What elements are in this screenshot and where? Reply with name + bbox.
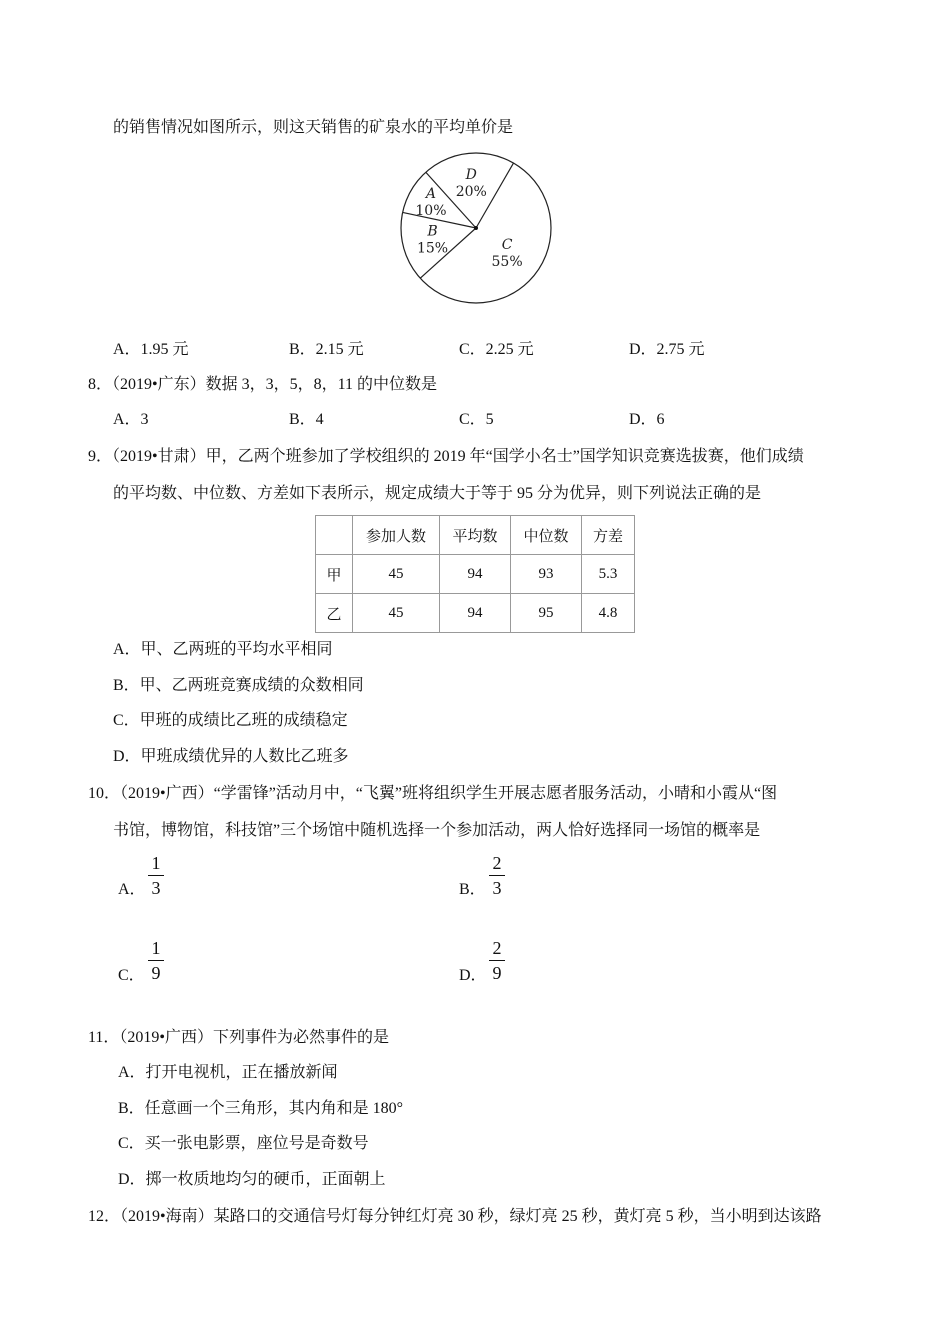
pie-slice-percent-label: 15%: [416, 240, 449, 257]
q8-option-b[interactable]: B．4: [289, 411, 324, 428]
fraction-numerator: 2: [492, 938, 502, 958]
pie-slice-category-label: D: [465, 167, 477, 184]
table-cell: 95: [511, 594, 582, 633]
q9-option-c[interactable]: C．甲班的成绩比乙班的成绩稳定: [113, 712, 348, 729]
pie-center-dot: [474, 226, 478, 230]
pie-slice-category-label: A: [425, 186, 437, 202]
q9-option-a[interactable]: A．甲、乙两班的平均水平相同: [113, 641, 333, 658]
fraction: [148, 852, 164, 899]
q8-option-c[interactable]: C．5: [459, 411, 494, 428]
option-letter: C．: [118, 967, 145, 984]
table-header-cell: 平均数: [440, 516, 511, 555]
fraction-denominator: 9: [492, 963, 502, 983]
pie-slice-percent-label: 10%: [415, 203, 447, 219]
fraction-denominator: 3: [492, 878, 502, 898]
fraction: [489, 852, 505, 899]
q9-option-d[interactable]: D．甲班成绩优异的人数比乙班多: [113, 748, 349, 765]
statistics-table: [315, 515, 635, 633]
fraction-numerator: 1: [151, 938, 161, 958]
q11-option-d[interactable]: D．掷一枚质地均匀的硬币，正面朝上: [118, 1171, 386, 1188]
table-cell: 甲: [316, 555, 353, 594]
fraction-denominator: 9: [151, 963, 161, 983]
table-cell: 5.3: [582, 555, 635, 594]
q9-option-b[interactable]: B．甲、乙两班竞赛成绩的众数相同: [113, 677, 364, 694]
fraction-bar: [148, 875, 164, 876]
table-row: [316, 594, 635, 633]
question-10-stem-line2: 书馆，博物馆，科技馆”三个场馆中随机选择一个参加活动，两人恰好选择同一场馆的概率是: [113, 822, 761, 839]
fraction-denominator: 3: [151, 878, 161, 898]
table-cell: 4.8: [582, 594, 635, 633]
table-header-cell: 中位数: [511, 516, 582, 555]
q8-option-d[interactable]: D．6: [629, 411, 665, 428]
option-letter: A．: [118, 881, 146, 898]
pie-slice-category-label: C: [501, 237, 513, 254]
question-8-stem: 8．（2019•广东）数据 3，3，5，8，11 的中位数是: [88, 376, 438, 393]
fraction-numerator: 2: [492, 853, 502, 873]
option-letter: D．: [459, 967, 487, 984]
pie-slice-percent-label: 20%: [455, 184, 487, 201]
pie-slice-percent-label: 55%: [491, 254, 523, 271]
q7-option-b[interactable]: B．2.15 元: [289, 341, 364, 358]
fraction: [148, 937, 164, 984]
q11-option-b[interactable]: B．任意画一个三角形，其内角和是 180°: [118, 1100, 404, 1117]
fraction-bar: [489, 875, 505, 876]
table-cell: 93: [511, 555, 582, 594]
table-row: [316, 555, 635, 594]
fraction: [489, 937, 505, 984]
pie-chart: [395, 148, 557, 308]
fraction-numerator: 1: [151, 853, 161, 873]
q11-option-c[interactable]: C．买一张电影票，座位号是奇数号: [118, 1135, 369, 1152]
table-cell: 乙: [316, 594, 353, 633]
question-12-stem: 12．（2019•海南）某路口的交通信号灯每分钟红灯亮 30 秒，绿灯亮 25 秒，黄灯亮 5 秒，当小明到达该路: [88, 1208, 822, 1225]
pie-slice-category-label: B: [427, 223, 438, 240]
option-letter: B．: [459, 881, 486, 898]
question-7-stem: 的销售情况如图所示，则这天销售的矿泉水的平均单价是: [113, 119, 514, 136]
q7-option-c[interactable]: C．2.25 元: [459, 341, 534, 358]
q7-option-a[interactable]: A．1.95 元: [113, 341, 189, 358]
table-cell: 94: [440, 594, 511, 633]
question-10-stem-line1: 10．（2019•广西）“学雷锋”活动月中，“飞翼”班将组织学生开展志愿者服务活动，小晴和小霞从“图: [88, 785, 778, 802]
q7-option-d[interactable]: D．2.75 元: [629, 341, 705, 358]
table-header-cell: [316, 516, 353, 555]
q11-option-a[interactable]: A．打开电视机，正在播放新闻: [118, 1064, 338, 1081]
question-11-stem: 11．（2019•广西）下列事件为必然事件的是: [88, 1029, 390, 1046]
question-9-stem-line2: 的平均数、中位数、方差如下表所示，规定成绩大于等于 95 分为优异，则下列说法正确的是: [113, 485, 762, 502]
table-header-row: [316, 516, 635, 555]
table-cell: 94: [440, 555, 511, 594]
table-header-cell: 参加人数: [353, 516, 440, 555]
fraction-bar: [148, 960, 164, 961]
table-cell: 45: [353, 594, 440, 633]
fraction-bar: [489, 960, 505, 961]
q8-option-a[interactable]: A．3: [113, 411, 149, 428]
table-cell: 45: [353, 555, 440, 594]
question-9-stem-line1: 9．（2019•甘肃）甲，乙两个班参加了学校组织的 2019 年“国学小名士”国学知识竞赛选拔赛，他们成绩: [88, 448, 804, 465]
table-header-cell: 方差: [582, 516, 635, 555]
